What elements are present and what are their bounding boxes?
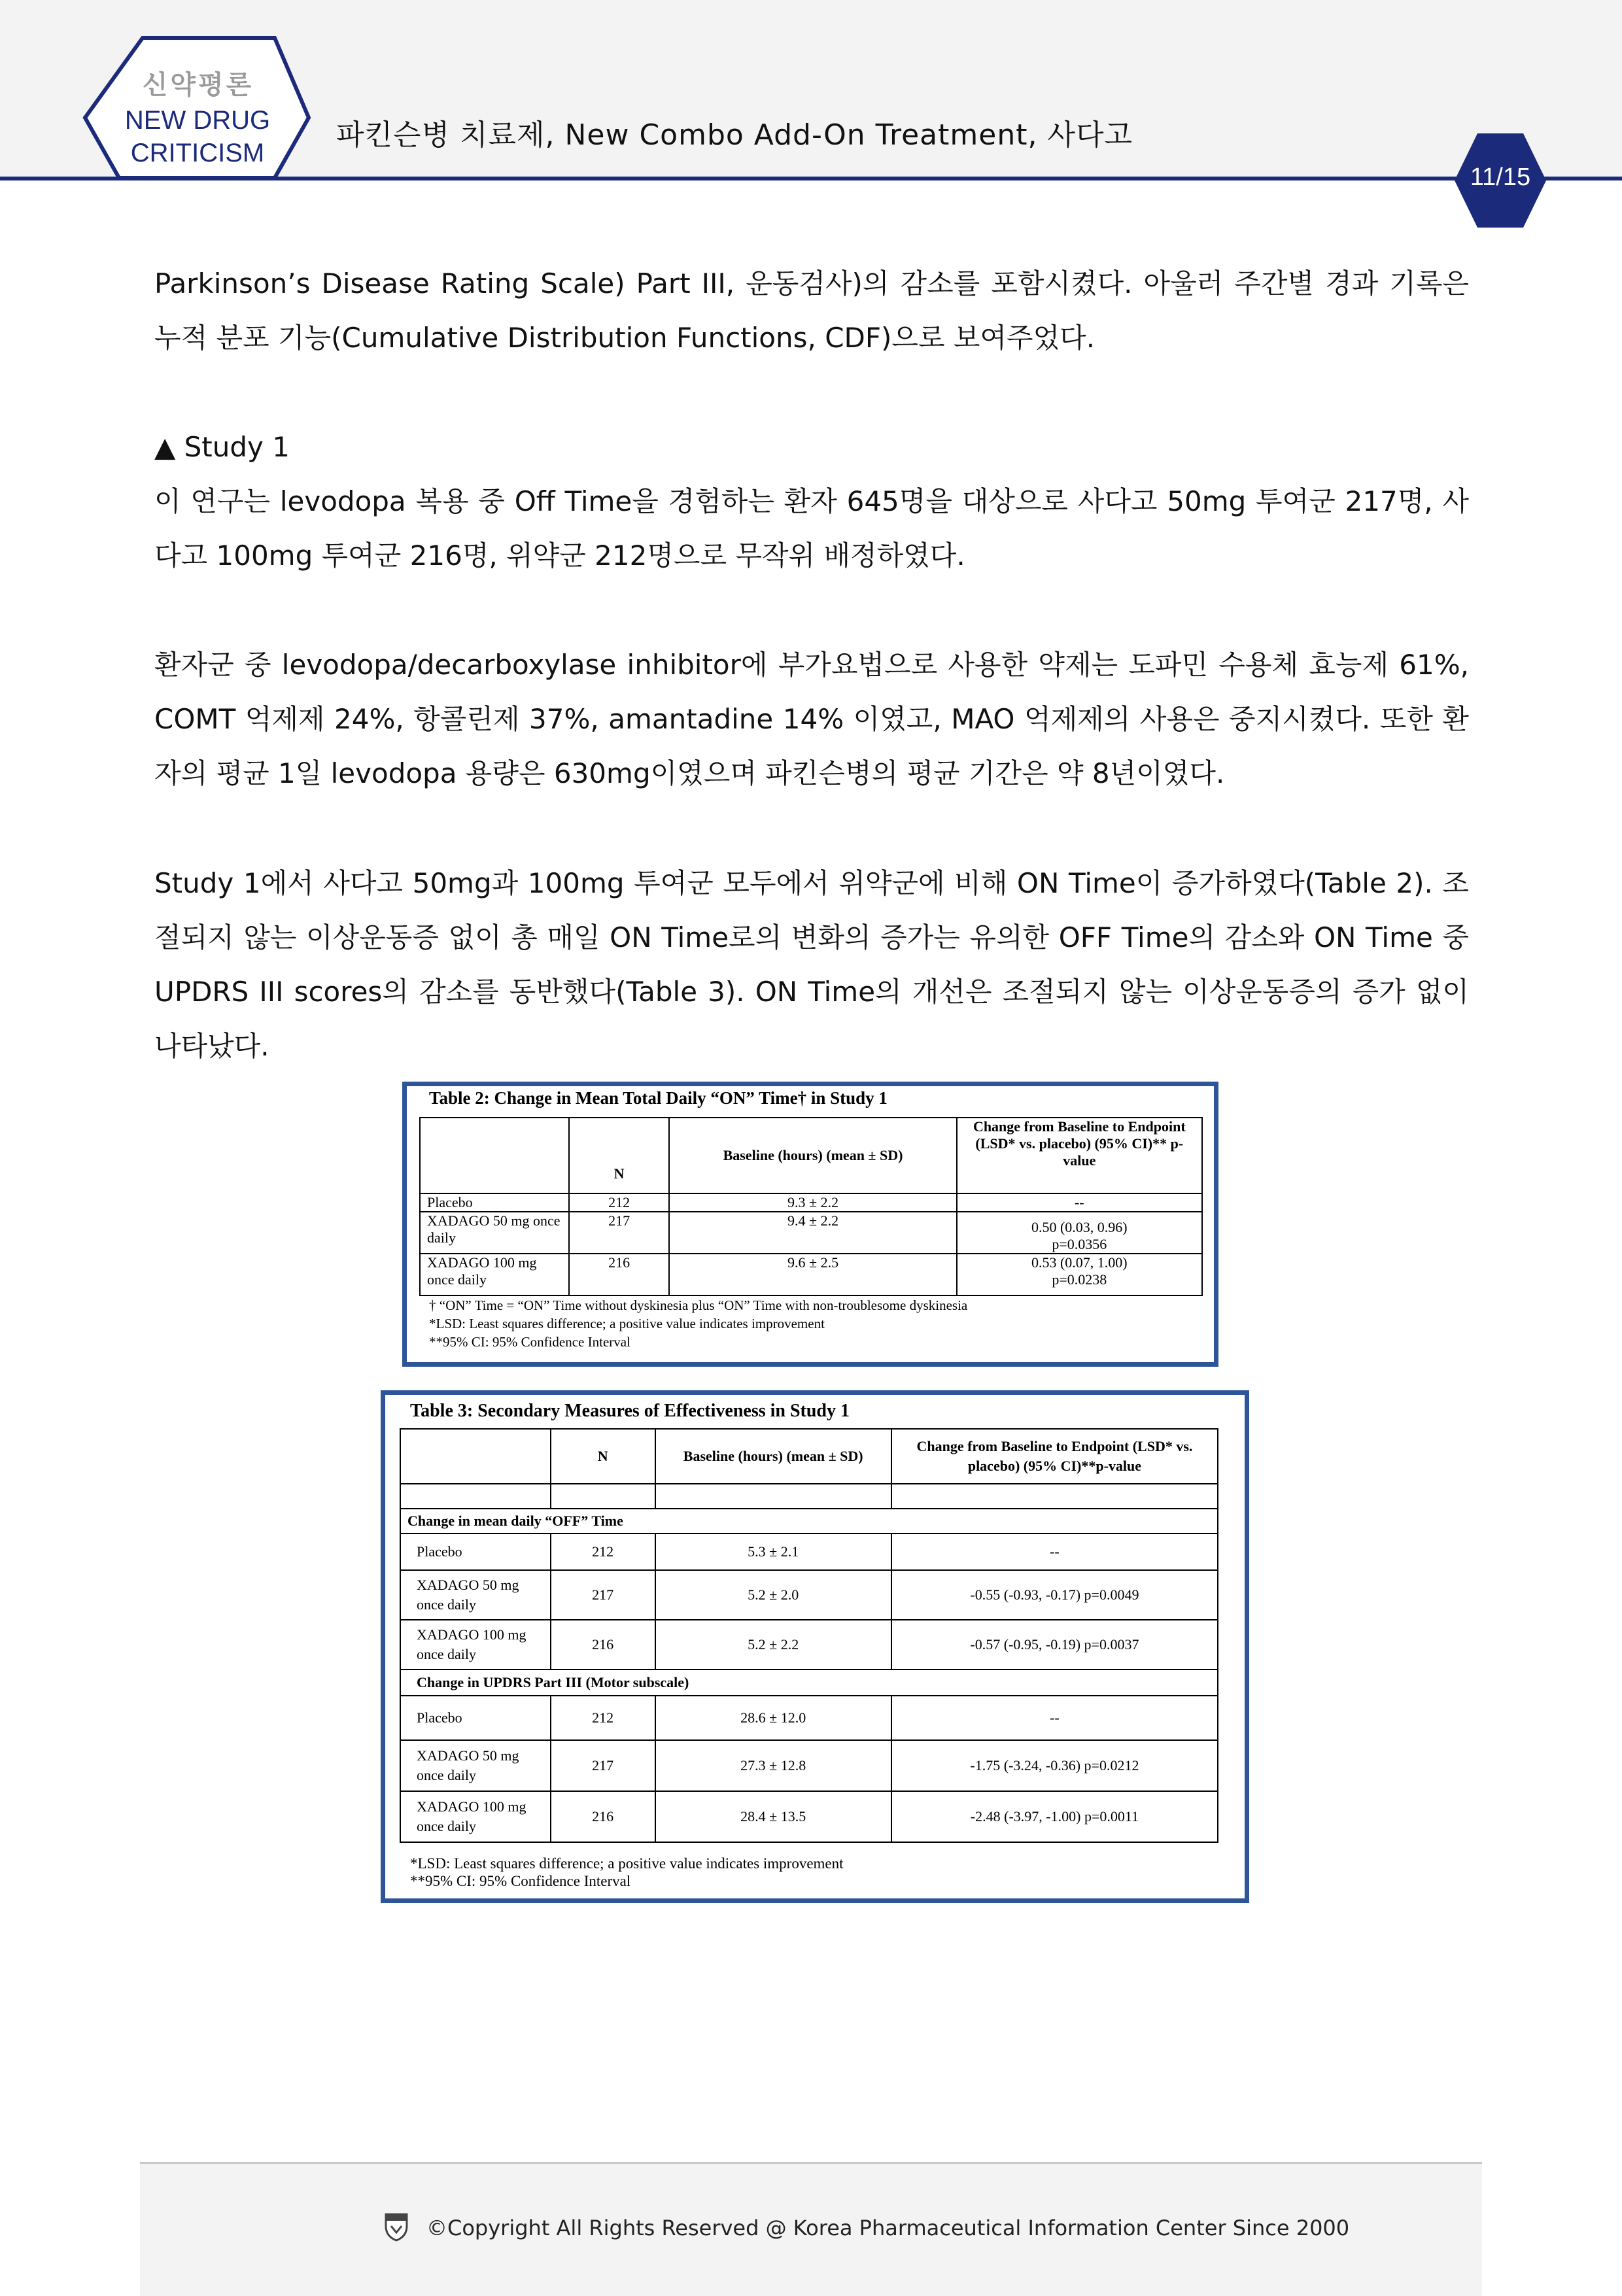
table3-header-change: Change from Baseline to Endpoint (LSD* vs. placebo) (95% CI)**p-value [891,1429,1218,1484]
table2-cell-n: 216 [569,1254,670,1295]
table2-footnote: **95% CI: 95% Confidence Interval [429,1334,630,1350]
table3-cell-change: -0.57 (-0.95, -0.19) p=0.0037 [891,1620,1218,1670]
table3-cell-group: XADAGO 100 mg once daily [400,1791,551,1842]
table2-header-row [420,1118,1202,1193]
table3-footnotes [410,1855,844,1890]
table2-cell-n: 212 [569,1193,670,1212]
table3-cell-change: -- [891,1534,1218,1570]
logo-english-line2: CRITICISM [130,139,265,167]
table2-header-group [420,1118,569,1193]
table3-header-baseline: Baseline (hours) (mean ± SD) [655,1429,891,1484]
paragraph-2: 이 연구는 levodopa 복용 중 Off Time을 경험하는 환자 645명을 대상으로 사다고 50mg 투여군 217명, 사다고 100mg 투여군 216명, 위약군 212명으로 무작위 배정하였다. [154,485,1469,572]
table-row [400,1696,1218,1740]
table3-cell-baseline: 5.2 ± 2.2 [655,1620,891,1670]
table3-section-row [400,1509,1218,1534]
table3-empty-cell [655,1484,891,1509]
table2-cell-n: 217 [569,1212,670,1254]
table2-cell-change: -- [957,1193,1202,1212]
table2-header-baseline: Baseline (hours) (mean ± SD) [669,1118,956,1193]
table2-footnotes [429,1296,967,1351]
table3-cell-baseline: 5.3 ± 2.1 [655,1534,891,1570]
table3-footnote: **95% CI: 95% Confidence Interval [410,1873,631,1889]
table3-cell-n: 217 [551,1570,655,1620]
table3-cell-n: 216 [551,1791,655,1842]
footer-copyright: ©Copyright All Rights Reserved @ Korea Pharmaceutical Information Center Since 2000 [426,2216,1350,2240]
table2-cell-group: XADAGO 50 mg once daily [420,1212,569,1254]
header-title: 파킨슨병 치료제, New Combo Add-On Treatment, 사다고 [336,118,1133,152]
paragraph-1: Parkinson’s Disease Rating Scale) Part III, 운동검사)의 감소를 포함시켰다. 아울러 주간별 경과 기록은 누적 분포 기능(Cumulative Distribution Functions, CDF)으로 보여주었다. [154,267,1469,354]
table3-cell-baseline: 28.4 ± 13.5 [655,1791,891,1842]
table3-spacer-row [400,1484,1218,1509]
table2-footnote: *LSD: Least squares difference; a positive value indicates improvement [429,1316,825,1331]
table2-footnote: † “ON” Time = “ON” Time without dyskinesia plus “ON” Time with non-troublesome dyskinesia [429,1297,968,1313]
table3-cell-group: XADAGO 100 mg once daily [400,1620,551,1670]
logo-korean: 신약평론 [142,70,254,100]
table3-cell-baseline: 28.6 ± 12.0 [655,1696,891,1740]
table-row [400,1740,1218,1791]
table2-cell-baseline: 9.3 ± 2.2 [669,1193,956,1212]
table3-title: Table 3: Secondary Measures of Effectiveness in Study 1 [410,1401,850,1421]
table3-header-row [400,1429,1218,1484]
table2-title: Table 2: Change in Mean Total Daily “ON” Time† in Study 1 [429,1088,888,1108]
table2-change-value: 0.50 (0.03, 0.96) [1031,1219,1128,1235]
paragraph-3: 환자군 중 levodopa/decarboxylase inhibitor에 부가요법으로 사용한 약제는 도파민 수용체 효능제 61%, COMT 억제제 24%, 항콜린제 37%, amantadine 14% 이였고, MAO 억제제의 사용은 중지시켰다. 또한 환자의 평균 1일 levodopa 용량은 630mg이였으며 파킨슨병의 평균 기간은 약 8년이였다. [154,649,1469,789]
table-row [400,1620,1218,1670]
table3-empty-cell [551,1484,655,1509]
table2-cell-group: Placebo [420,1193,569,1212]
table3-empty-cell [891,1484,1218,1509]
table-row [400,1534,1218,1570]
table3-cell-baseline: 27.3 ± 12.8 [655,1740,891,1791]
table3-cell-change: -2.48 (-3.97, -1.00) p=0.0011 [891,1791,1218,1842]
table-row [400,1791,1218,1842]
table3-cell-n: 212 [551,1696,655,1740]
table2 [419,1117,1203,1296]
table3-empty-cell [400,1484,551,1509]
table2-cell-change [957,1212,1202,1254]
table2-cell-baseline: 9.6 ± 2.5 [669,1254,956,1295]
table3-cell-n: 216 [551,1620,655,1670]
table-row [420,1254,1202,1295]
table2-p-value: p=0.0238 [1052,1271,1107,1288]
table3-cell-group: Placebo [400,1534,551,1570]
page-number: 11/15 [1470,163,1531,191]
table-row [400,1570,1218,1620]
table3-cell-change: -- [891,1696,1218,1740]
table3-cell-group: XADAGO 50 mg once daily [400,1740,551,1791]
table3-cell-group: XADAGO 50 mg once daily [400,1570,551,1620]
table2-p-value: p=0.0356 [1052,1236,1107,1252]
table3-cell-change: -0.55 (-0.93, -0.17) p=0.0049 [891,1570,1218,1620]
table3-section-row [400,1670,1218,1696]
table3-footnote: *LSD: Least squares difference; a positive value indicates improvement [410,1855,844,1872]
table3-header-n: N [551,1429,655,1484]
table3-cell-n: 217 [551,1740,655,1791]
table3-cell-baseline: 5.2 ± 2.0 [655,1570,891,1620]
table2-header-change: Change from Baseline to Endpoint (LSD* vs. placebo) (95% CI)** p-value [957,1118,1202,1193]
table3-section-updrs: Change in UPDRS Part III (Motor subscale) [400,1670,1218,1696]
paragraph-4: Study 1에서 사다고 50mg과 100mg 투여군 모두에서 위약군에 비해 ON Time이 증가하였다(Table 2). 조절되지 않는 이상운동증 없이 총 매일 ON Time로의 변화의 증가는 유의한 OFF Time의 감소와 ON Time 중 UPDRS III scores의 감소를 동반했다(Table 3). ON Time의 개선은 조절되지 않는 이상운동증의 증가 없이 나타났다. [154,867,1469,1062]
table3-cell-group: Placebo [400,1696,551,1740]
table3-cell-change: -1.75 (-3.24, -0.36) p=0.0212 [891,1740,1218,1791]
table3 [400,1428,1218,1843]
table3-cell-n: 212 [551,1534,655,1570]
logo-english-line1: NEW DRUG [124,106,271,135]
study-heading: ▲ Study 1 [154,431,290,463]
table-row [420,1212,1202,1254]
table2-cell-baseline: 9.4 ± 2.2 [669,1212,956,1254]
shield-logo-icon [383,2212,409,2242]
table2-cell-change [957,1254,1202,1295]
table2-header-n: N [569,1118,670,1193]
table2-change-value: 0.53 (0.07, 1.00) [1031,1254,1128,1271]
table3-section-off-time: Change in mean daily “OFF” Time [400,1509,1218,1534]
table3-header-group [400,1429,551,1484]
table2-cell-group: XADAGO 100 mg once daily [420,1254,569,1295]
table-row [420,1193,1202,1212]
